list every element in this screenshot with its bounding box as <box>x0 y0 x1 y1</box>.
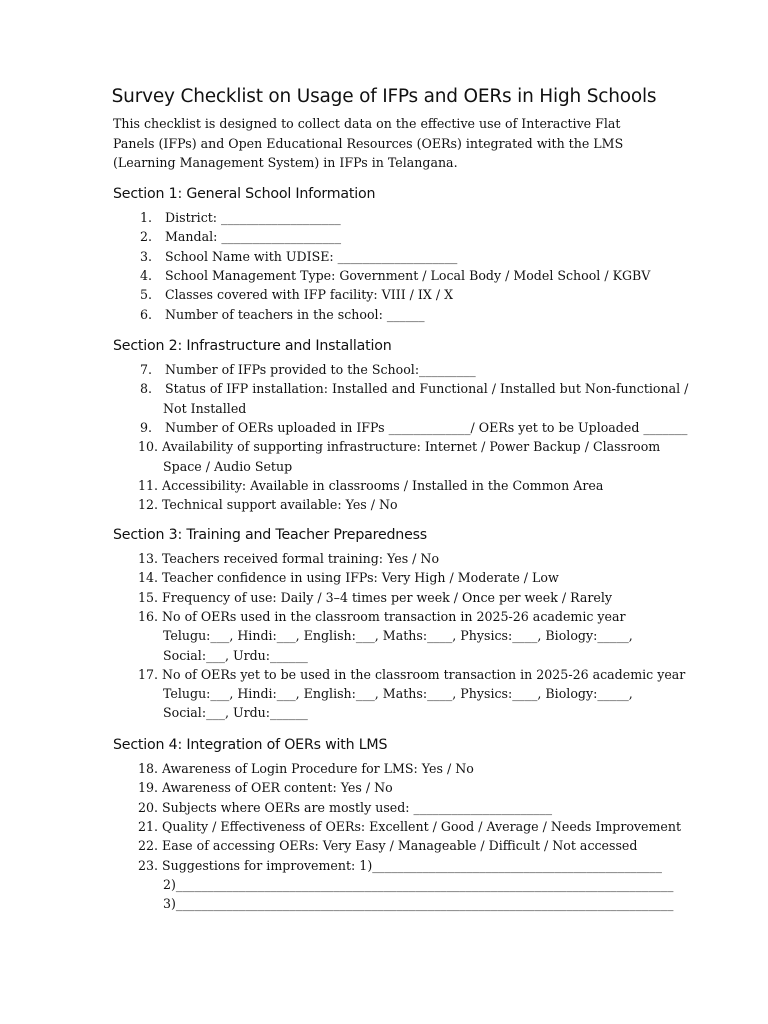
item-number: 20. <box>138 799 159 815</box>
section-heading: Section 4: Integration of OERs with LMS <box>113 737 388 753</box>
item-number: 1. <box>139 210 152 225</box>
item-text: Awareness of Login Procedure for LMS: Yes / No <box>162 761 474 776</box>
item-number: 23. <box>138 857 159 873</box>
item-text: District: ___________________ <box>165 210 341 225</box>
item-number: 22. <box>138 838 159 854</box>
item-number: 12. <box>138 497 159 513</box>
item-number: 18. <box>138 761 159 776</box>
item-number: 9. <box>139 419 152 435</box>
item-number: 2. <box>139 229 152 245</box>
item-text: Frequency of use: Daily / 3–4 times per week / Once per week / Rarely <box>162 589 612 605</box>
item-continuation: Social:___, Urdu:______ <box>163 705 308 721</box>
item-text: School Management Type: Government / Local Body / Model School / KGBV <box>165 267 651 283</box>
section-heading: Section 1: General School Information <box>113 186 376 202</box>
item-text: Subjects where OERs are mostly used: ______________________ <box>162 799 553 815</box>
item-text: Classes covered with IFP facility: VIII / IX / X <box>165 287 454 303</box>
item-text: Teacher confidence in using IFPs: Very High / Moderate / Low <box>162 570 559 586</box>
section-heading: Section 3: Training and Teacher Preparedness <box>113 527 427 543</box>
item-text: Suggestions for improvement: 1)______________________________________________ <box>162 857 662 873</box>
item-text: School Name with UDISE: ___________________ <box>165 248 458 264</box>
document-title: Survey Checklist on Usage of IFPs and OERs in High Schools <box>111 86 657 107</box>
item-number: 11. <box>138 477 159 493</box>
item-number: 17. <box>138 666 159 682</box>
item-number: 14. <box>138 570 159 586</box>
item-number: 10. <box>138 439 159 455</box>
item-number: 19. <box>138 780 159 796</box>
item-number: 8. <box>139 381 152 397</box>
item-text: Mandal: ___________________ <box>165 229 341 245</box>
item-continuation: 3)_______________________________________________________________________________ <box>163 896 674 912</box>
item-text: Awareness of OER content: Yes / No <box>162 780 393 796</box>
item-text: Quality / Effectiveness of OERs: Excellent / Good / Average / Needs Improvement <box>162 818 682 834</box>
item-continuation: Telugu:___, Hindi:___, English:___, Maths:____, Physics:____, Biology:_____, <box>163 686 633 702</box>
item-text: Availability of supporting infrastructure: Internet / Power Backup / Classroom <box>162 439 661 455</box>
item-text: Technical support available: Yes / No <box>162 497 398 513</box>
item-number: 15. <box>138 589 159 605</box>
item-number: 6. <box>139 306 152 322</box>
item-text: Ease of accessing OERs: Very Easy / Manageable / Difficult / Not accessed <box>162 838 638 854</box>
intro-paragraph: This checklist is designed to collect data on the effective use of Interactive Flat Panels (IFPs) and Open Educational Resources (OERs) integrated with the LMS (Learning Management System) in IFPs in Telangana. <box>113 116 624 170</box>
item-number: 13. <box>138 551 159 566</box>
item-number: 5. <box>139 287 152 303</box>
item-number: 16. <box>138 608 159 624</box>
item-number: 21. <box>138 818 159 834</box>
item-text: Number of IFPs provided to the School:_________ <box>165 362 476 377</box>
section-heading: Section 2: Infrastructure and Installation <box>113 338 392 354</box>
item-text: Status of IFP installation: Installed and Functional / Installed but Non-functional / <box>165 381 689 397</box>
item-continuation: Space / Audio Setup <box>163 458 293 474</box>
item-text: Number of OERs uploaded in IFPs _____________/ OERs yet to be Uploaded _______ <box>165 419 688 435</box>
item-text: No of OERs yet to be used in the classroom transaction in 2025-26 academic year <box>162 666 686 682</box>
item-continuation: Social:___, Urdu:______ <box>163 647 308 663</box>
item-continuation: Not Installed <box>163 400 247 416</box>
item-number: 3. <box>139 248 152 264</box>
item-text: No of OERs used in the classroom transaction in 2025-26 academic year <box>162 608 626 624</box>
item-text: Accessibility: Available in classrooms / Installed in the Common Area <box>162 477 604 493</box>
item-number: 7. <box>139 362 152 377</box>
item-continuation: Telugu:___, Hindi:___, English:___, Maths:____, Physics:____, Biology:_____, <box>163 628 633 644</box>
item-continuation: 2)_______________________________________________________________________________ <box>163 876 674 892</box>
item-text: Teachers received formal training: Yes / No <box>162 551 440 566</box>
item-number: 4. <box>139 267 152 283</box>
item-text: Number of teachers in the school: ______ <box>165 306 425 322</box>
